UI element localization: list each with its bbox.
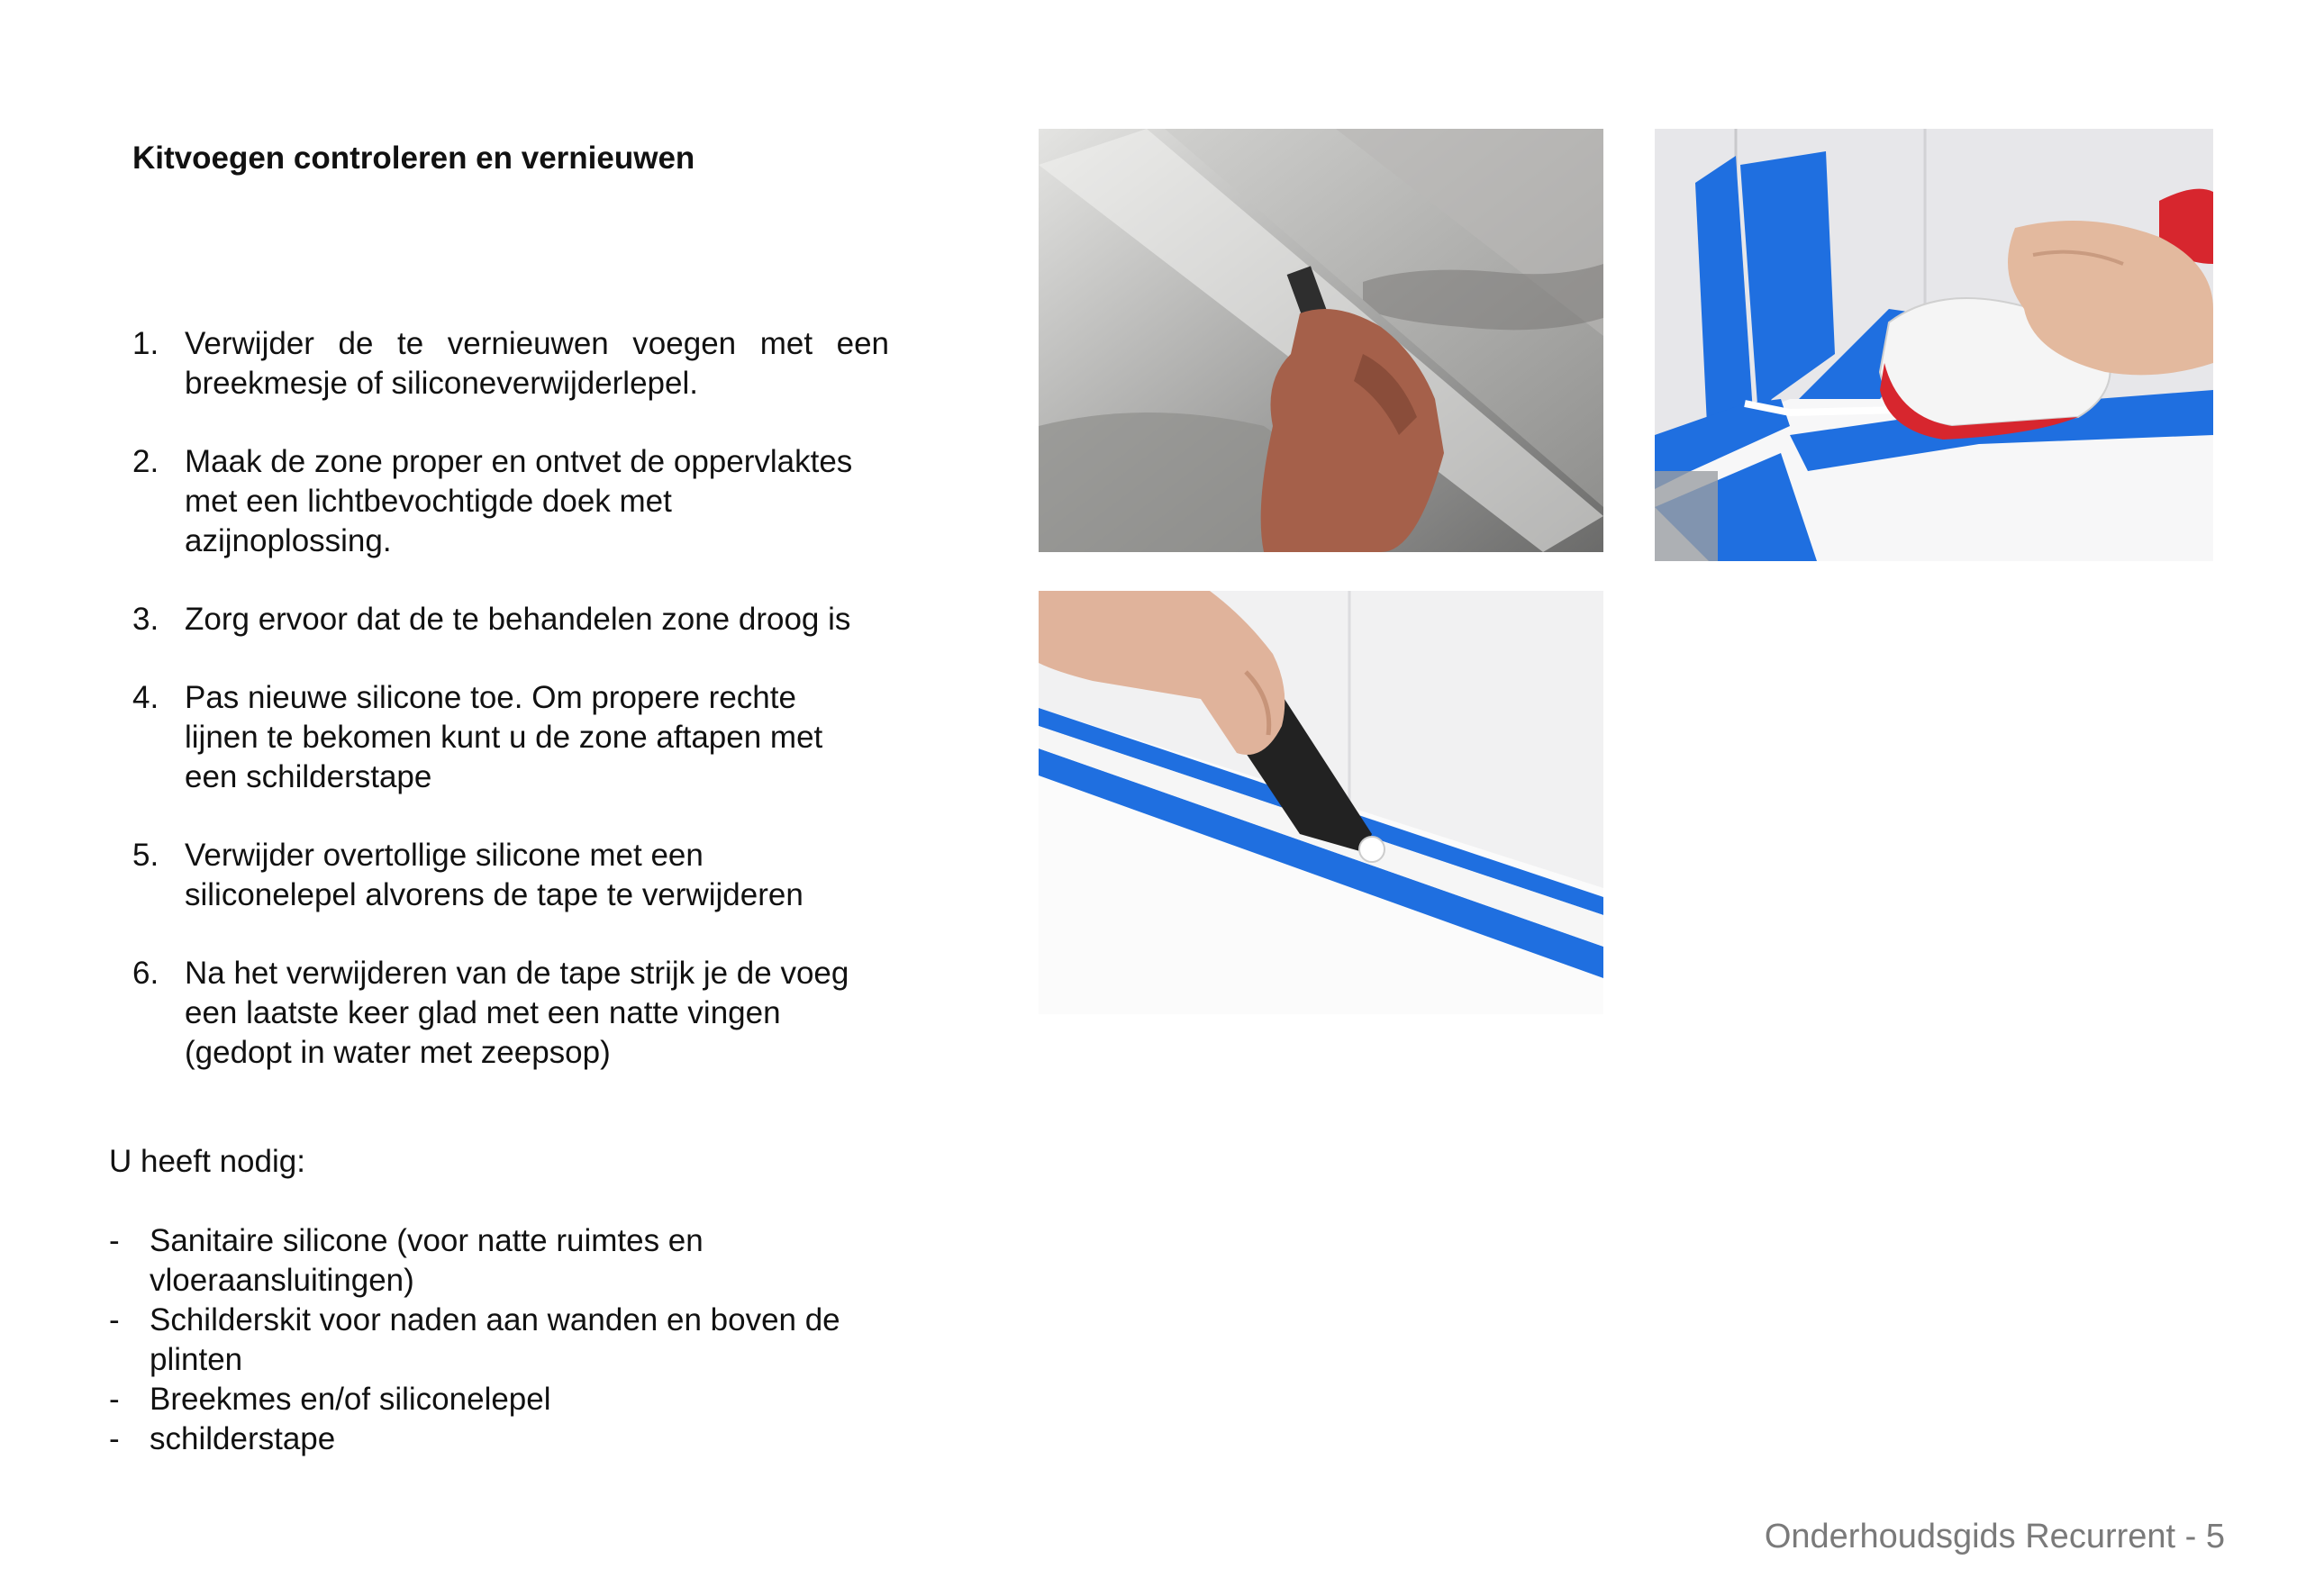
list-item xyxy=(132,836,889,915)
step-text: Na het verwijderen van de tape strijk je de voeg een laatste keer glad met een natte vingen (gedopt in water met zeepsop) xyxy=(185,956,849,1070)
photo-smoothing-silicone xyxy=(1039,591,1603,1014)
list-item xyxy=(109,1419,861,1459)
list-item xyxy=(109,1380,861,1419)
need-text: schilderstape xyxy=(150,1421,336,1456)
step-text: Pas nieuwe silicone toe. Om propere rechte lijnen te bekomen kunt u de zone aftapen met een schilderstape xyxy=(185,680,823,794)
list-item xyxy=(109,1221,861,1301)
step-number: 6. xyxy=(132,956,159,991)
step-number: 4. xyxy=(132,680,159,715)
step-text: Maak de zone proper en ontvet de oppervlaktes met een lichtbevochtigde doek met azijnoplossing. xyxy=(185,444,853,558)
list-item xyxy=(132,954,889,1073)
step-number: 3. xyxy=(132,602,159,637)
bullet-dash: - xyxy=(109,1421,120,1456)
need-text: Breekmes en/of siliconelepel xyxy=(150,1382,551,1417)
needs-label: U heeft nodig: xyxy=(109,1144,305,1179)
photo-applying-silicone xyxy=(1655,129,2213,561)
list-item xyxy=(132,324,889,404)
list-item xyxy=(109,1301,861,1380)
step-number: 1. xyxy=(132,326,159,361)
steps-list xyxy=(132,324,889,1111)
list-item xyxy=(132,600,889,639)
page-footer: Onderhoudsgids Recurrent - 5 xyxy=(1764,1518,2225,1555)
step-text: Verwijder overtollige silicone met een siliconelepel alvorens de tape te verwijderen xyxy=(185,838,803,912)
bullet-dash: - xyxy=(109,1302,120,1338)
step-number: 5. xyxy=(132,838,159,873)
bullet-dash: - xyxy=(109,1223,120,1258)
step-text: Zorg ervoor dat de te behandelen zone droog is xyxy=(185,602,851,637)
step-text: Verwijder de te vernieuwen voegen met een breekmesje of siliconeverwijderlepel. xyxy=(185,326,889,401)
step-number: 2. xyxy=(132,444,159,479)
bullet-dash: - xyxy=(109,1382,120,1417)
needs-list xyxy=(109,1221,866,1459)
photo-cutting-old-joint xyxy=(1039,129,1603,552)
list-item xyxy=(132,442,889,561)
need-text: Schilderskit voor naden aan wanden en boven de plinten xyxy=(150,1302,840,1377)
need-text: Sanitaire silicone (voor natte ruimtes en vloeraansluitingen) xyxy=(150,1223,704,1298)
list-item xyxy=(132,678,889,797)
page-title: Kitvoegen controleren en vernieuwen xyxy=(132,141,695,176)
